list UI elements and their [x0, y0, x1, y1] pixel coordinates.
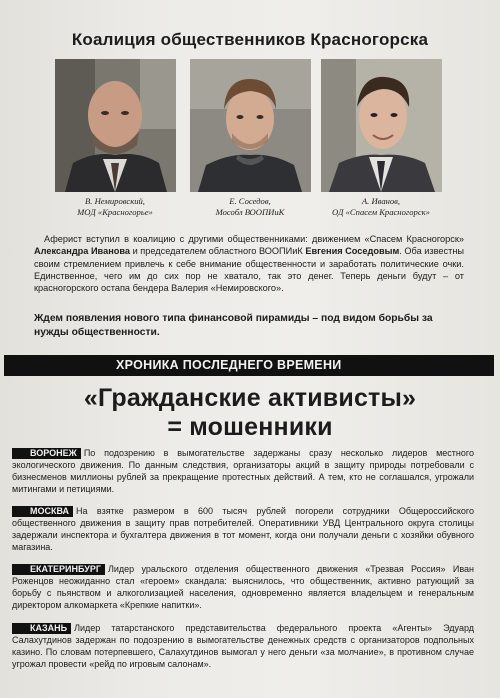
portrait-sosedov [190, 59, 311, 192]
chronicle-text: Лидер уральского отделения общественного движения «Трезвая Россия» Иван Роженцов неожиданно стал «героем» скандала: выяснилось, что общественник, активно ратующий за борьбу с пьянством и алкоголизацией населения, одновременно является владельцем и генеральным директором алкомаркета «Крепкие напитки». [12, 564, 474, 611]
chronicle-entry-moscow [12, 505, 474, 553]
city-label: МОСКВА [12, 506, 73, 517]
portrait-nemirovsky [55, 59, 176, 192]
caption-org: Мособл ВООПИиК [215, 207, 285, 217]
caption-sosedov [175, 196, 325, 218]
caption-org: ОД «Спасем Красногорск» [332, 207, 430, 217]
intro-paragraph [34, 233, 464, 294]
portrait-ivanov [321, 59, 442, 192]
headline-line-1: «Гражданские активисты» [83, 384, 417, 412]
intro-name-sosedov: Евгения Соседовым [305, 246, 400, 257]
section-headline [0, 384, 500, 442]
caption-org: МОД «Красногорье» [77, 207, 153, 217]
chronicle-text: Лидер татарстанского представительства федерального проекта «Агенты» Эдуард Салахутдинов задержан по подозрению в вымогательстве денежных средств с организаторов подпольных казино. По словам потерпевшего, Салахутдинов вымогал у него деньги «за молчание», в противном случае угрожал провести «рейд по игровым салонам». [12, 623, 474, 670]
chronicle-entry-voronezh [12, 447, 474, 495]
chronicle-entry-kazan [12, 622, 474, 670]
chronicle-entry-yekaterinburg [12, 563, 474, 611]
headline-line-2: = мошенники [167, 413, 333, 441]
call-to-attention: Ждем появления нового типа финансовой пирамиды – под видом борьбы за нужды общественности. [34, 313, 433, 338]
leaflet-title: Коалиция общественников Красногорска [71, 30, 429, 49]
city-label: ВОРОНЕЖ [12, 448, 81, 459]
city-label: ЕКАТЕРИНБУРГ [12, 564, 105, 575]
chronicle-text: По подозрению в вымогательстве задержаны сразу несколько лидеров местного экологического движения. По данным следствия, организаторы акций в защиту природы потребовали с бизнесменов миллионы рублей за прекращение протестных действий. А тем, кто не соглашался, угрожали митингами и петициями. [12, 448, 474, 495]
section-band: ХРОНИКА ПОСЛЕДНЕГО ВРЕМЕНИ [4, 355, 494, 376]
caption-name: В. Немировский, [85, 196, 145, 206]
chronicle-text: На взятке размером в 600 тысяч рублей погорели сотрудники Общероссийского общественного движения в защиту прав потребителей. Оперативники УВД Центрального округа столицы задержали инспектора и бухгалтера движения в тот момент, когда они получали деньги с хозяйки обувного магазина. [12, 506, 474, 553]
caption-name: А. Иванов, [361, 196, 401, 206]
intro-text: Аферист вступил в коалицию с другими общественниками: движением «Спасем Красногорск» [44, 234, 464, 244]
caption-ivanov [306, 196, 456, 218]
city-label: КАЗАНЬ [12, 623, 71, 634]
caption-nemirovsky [40, 196, 190, 218]
intro-text: . Оба известны своим стремлением привлечь к себе внимание общественности и заработать политические очки. Единственное, чего им до сих пор не хватало, так это денег. Теперь деньги будут – от красногорского остапа бендера Валерия «Немировского». [34, 246, 464, 294]
intro-name-ivanov: Александра Иванова [34, 246, 130, 257]
intro-text: и председателем областного ВООПИиК [130, 246, 306, 257]
caption-name: Е. Соседов, [229, 196, 271, 206]
